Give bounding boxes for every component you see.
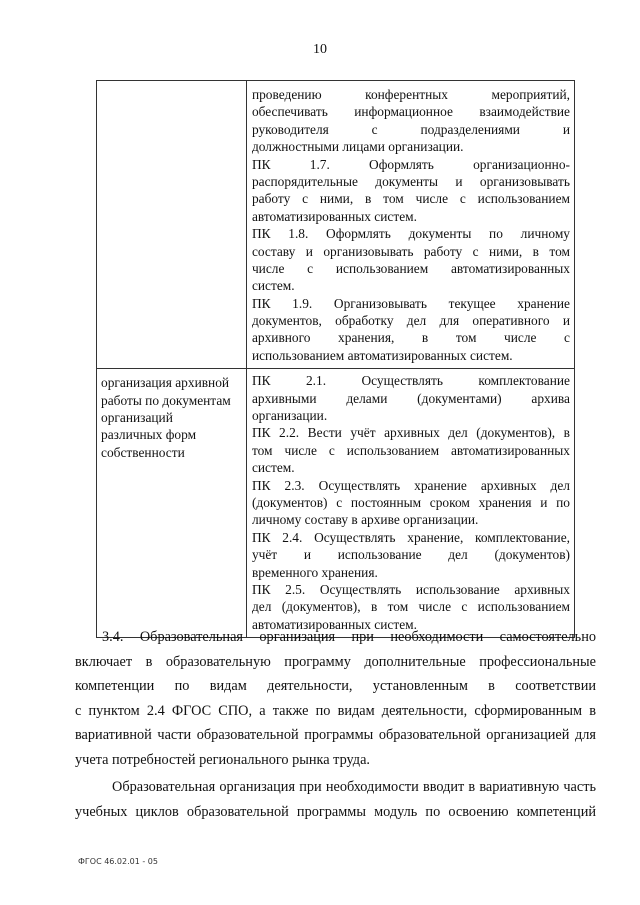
page-number: 10 <box>313 42 327 57</box>
text-line: распорядительные документы и организовывать <box>251 173 570 189</box>
text-line: работы по документам <box>101 392 231 408</box>
activity-text <box>97 369 246 461</box>
text-line: ПК 2.4. Осуществлять хранение, комплектование, <box>251 529 570 545</box>
footer-code: ФГОС 46.02.01 - 05 <box>78 857 158 866</box>
text-line: архивного хранения, в том числе с <box>251 330 570 346</box>
text-line: руководителя с подразделениями и <box>251 121 570 137</box>
text-line: учёт и использование дел (документов) <box>251 547 570 563</box>
table-cell-activity <box>97 369 247 638</box>
text-line: организации. <box>251 408 328 424</box>
text-line: учета потребностей регионального рынка труда. <box>75 751 370 768</box>
text-line: учебных циклов образовательной программы модуль по освоению компетенций <box>75 803 596 820</box>
text-line: числе с использованием автоматизированных <box>251 260 570 276</box>
text-line: ПК 2.3. Осуществлять хранение архивных дел <box>251 477 570 493</box>
text-line: должностными лицами организации. <box>251 139 464 155</box>
paragraph-3-4 <box>75 625 596 773</box>
text-line: ПК 1.7. Оформлять организационно- <box>251 156 570 172</box>
text-line: организаций <box>101 410 173 426</box>
text-line: документов, обработку дел для оперативного и <box>251 313 570 329</box>
text-line: Образовательная организация при необходимости вводит в вариативную часть <box>112 779 596 795</box>
table-cell-competencies <box>246 81 574 369</box>
text-line: личному составу в архиве организации. <box>251 512 479 528</box>
text-line: различных форм <box>101 427 197 443</box>
text-line: дел (документов), в том числе с использованием <box>251 599 570 615</box>
text-line: ПК 1.9. Организовывать текущее хранение <box>251 295 570 311</box>
text-line: составу и организовывать работу с ними, в том <box>251 243 570 259</box>
table-cell-competencies <box>246 369 574 638</box>
text-line: автоматизированных систем. <box>251 616 417 632</box>
text-line: компетенции по видам деятельности, установленным в соответствии <box>75 678 596 695</box>
text-line: автоматизированных систем. <box>251 208 417 224</box>
table-row <box>97 81 575 369</box>
text-line: вариативной части образовательной программы образовательной организацией для <box>75 727 596 744</box>
table-cell-activity <box>97 81 247 369</box>
text-line: 3.4. Образовательная организация при необходимости самостоятельно <box>102 629 596 645</box>
text-line: систем. <box>251 460 295 476</box>
text-line: включает в образовательную программу дополнительные профессиональные <box>75 653 596 670</box>
text-line: ПК 2.5. Осуществлять использование архивных <box>251 581 570 597</box>
text-line: ПК 2.1. Осуществлять комплектование <box>251 373 570 389</box>
table-row <box>97 369 575 638</box>
text-line: (документов) с постоянным сроком хранения и по <box>251 494 570 510</box>
competencies-text <box>247 369 574 637</box>
text-line: ПК 1.8. Оформлять документы по личному <box>251 226 570 242</box>
text-line: обеспечивать информационное взаимодействие <box>251 104 570 120</box>
text-line: использованием автоматизированных систем. <box>251 347 513 363</box>
text-line: проведению конферентных мероприятий, <box>251 87 570 102</box>
text-line: работу с ними, в том числе с использованием <box>251 191 570 207</box>
text-line: том числе с использованием автоматизированных <box>251 442 570 458</box>
text-line: архивными делами (документами) архива <box>251 390 570 406</box>
competencies-text <box>247 81 574 368</box>
text-line: организация архивной <box>101 375 230 391</box>
competency-table <box>96 80 575 638</box>
text-line: ПК 2.2. Вести учёт архивных дел (документов), в <box>251 425 570 441</box>
activity-text <box>97 81 246 86</box>
text-line: временного хранения. <box>251 564 378 580</box>
text-line: систем. <box>251 278 295 294</box>
paragraph-variative <box>75 775 596 824</box>
text-line: собственности <box>101 444 185 460</box>
text-line: с пунктом 2.4 ФГОС СПО, а также по видам деятельности, сформированным в <box>75 702 596 719</box>
